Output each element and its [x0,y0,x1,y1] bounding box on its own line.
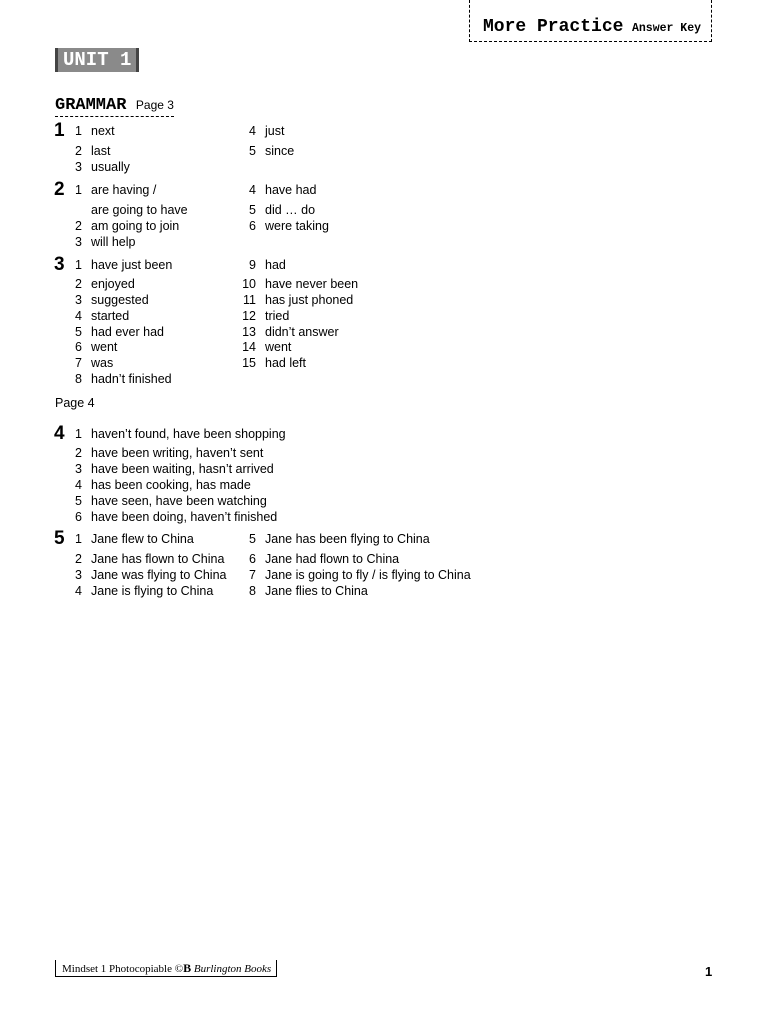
answer-text: had left [265,356,307,370]
exercise-number: 2 [54,179,65,200]
answer-text: have been doing, haven’t finished [91,510,278,524]
answer-text: have never been [265,277,359,291]
answer-number: 2 [75,552,82,566]
answer-text: have had [265,183,317,197]
answer-number: 8 [249,584,256,598]
answer-number: 3 [75,462,82,476]
answer-number: 14 [242,340,256,354]
answer-number: 1 [75,427,82,441]
page-number: 1 [705,964,713,979]
answer-number: 13 [242,325,256,339]
section-title: GRAMMAR [55,96,127,115]
answer-text: Jane was flying to China [91,568,227,582]
copyright-text: Mindset 1 Photocopiable © [62,963,184,975]
answer-text: just [265,124,285,138]
answer-number: 5 [75,494,82,508]
answer-number: 4 [75,309,82,323]
answer-number: 1 [75,124,82,138]
answer-number: 1 [75,183,82,197]
answer-number: 6 [249,219,256,233]
answer-number: 15 [242,356,256,370]
answer-number: 8 [75,372,82,386]
section-page: Page 3 [135,98,174,112]
answer-number: 4 [75,584,82,598]
answer-number: 5 [75,325,82,339]
exercise-number: 4 [54,423,65,444]
answer-text: did … do [265,203,316,217]
answer-number: 3 [75,235,82,249]
answer-text: have been waiting, hasn’t arrived [91,462,274,476]
answer-text: were taking [265,219,329,233]
header-subtitle: Answer Key [632,22,702,35]
answer-text: went [265,340,292,354]
answer-text: Jane is flying to China [91,584,214,598]
answer-number: 7 [75,356,82,370]
answer-text: has just phoned [265,293,354,307]
answer-text: suggested [91,293,149,307]
publisher-logo: B [183,961,192,975]
answer-text: have been writing, haven’t sent [91,446,264,460]
answer-text: went [91,340,118,354]
copyright-footer [55,960,277,977]
answer-number: 11 [243,293,256,307]
answer-number: 1 [75,532,82,546]
answer-number: 10 [242,277,256,291]
answer-text: last [91,144,111,158]
answer-number: 2 [75,144,82,158]
answer-number: 12 [242,309,256,323]
answer-text: enjoyed [91,277,135,291]
answer-number: 6 [249,552,256,566]
answer-text: are having / [91,183,157,197]
answer-number: 1 [75,258,82,272]
answer-text: usually [91,160,130,174]
answer-text: since [265,144,295,158]
answer-number: 2 [75,219,82,233]
exercise-number: 3 [54,254,65,275]
answer-number: 3 [75,160,82,174]
answer-text: have just been [91,258,173,272]
answer-text: have seen, have been watching [91,494,267,508]
answer-text: started [91,309,130,323]
answer-number: 3 [75,568,82,582]
publisher-name: Burlington Books [193,963,272,975]
answer-text: Jane flew to China [91,532,194,546]
header-title: More Practice [483,17,624,37]
answer-number: 6 [75,340,82,354]
answer-number: 7 [249,568,256,582]
answer-number: 5 [249,532,256,546]
answer-text: Jane is going to fly / is flying to China [265,568,471,582]
answer-text: Jane has been flying to China [265,532,430,546]
exercise-number: 1 [54,120,65,141]
answer-number: 2 [75,446,82,460]
answer-number: 6 [75,510,82,524]
answer-text: tried [265,309,290,323]
answer-text: am going to join [91,219,180,233]
answer-number: 2 [75,277,82,291]
unit-badge: UNIT 1 [55,48,139,72]
answer-text: are going to have [91,203,188,217]
answer-text: has been cooking, has made [91,478,251,492]
answer-text: will help [91,235,136,249]
section-heading [55,96,174,117]
page-label: Page 4 [55,396,95,410]
exercise-number: 5 [54,528,65,549]
answer-number: 5 [249,203,256,217]
answer-number: 4 [249,183,256,197]
answer-text: had ever had [91,325,164,339]
answer-number: 5 [249,144,256,158]
answer-number: 9 [249,258,256,272]
answer-text: Jane has flown to China [91,552,225,566]
answer-number: 4 [75,478,82,492]
answer-number: 4 [249,124,256,138]
answer-text: didn’t answer [265,325,339,339]
answer-text: Jane had flown to China [265,552,400,566]
answer-key-header [469,0,712,42]
answer-text: Jane flies to China [265,584,368,598]
answer-text: had [265,258,286,272]
answer-text: hadn’t finished [91,372,172,386]
answer-text: next [91,124,115,138]
answer-number: 3 [75,293,82,307]
answer-text: was [91,356,114,370]
answer-text: haven’t found, have been shopping [91,427,286,441]
